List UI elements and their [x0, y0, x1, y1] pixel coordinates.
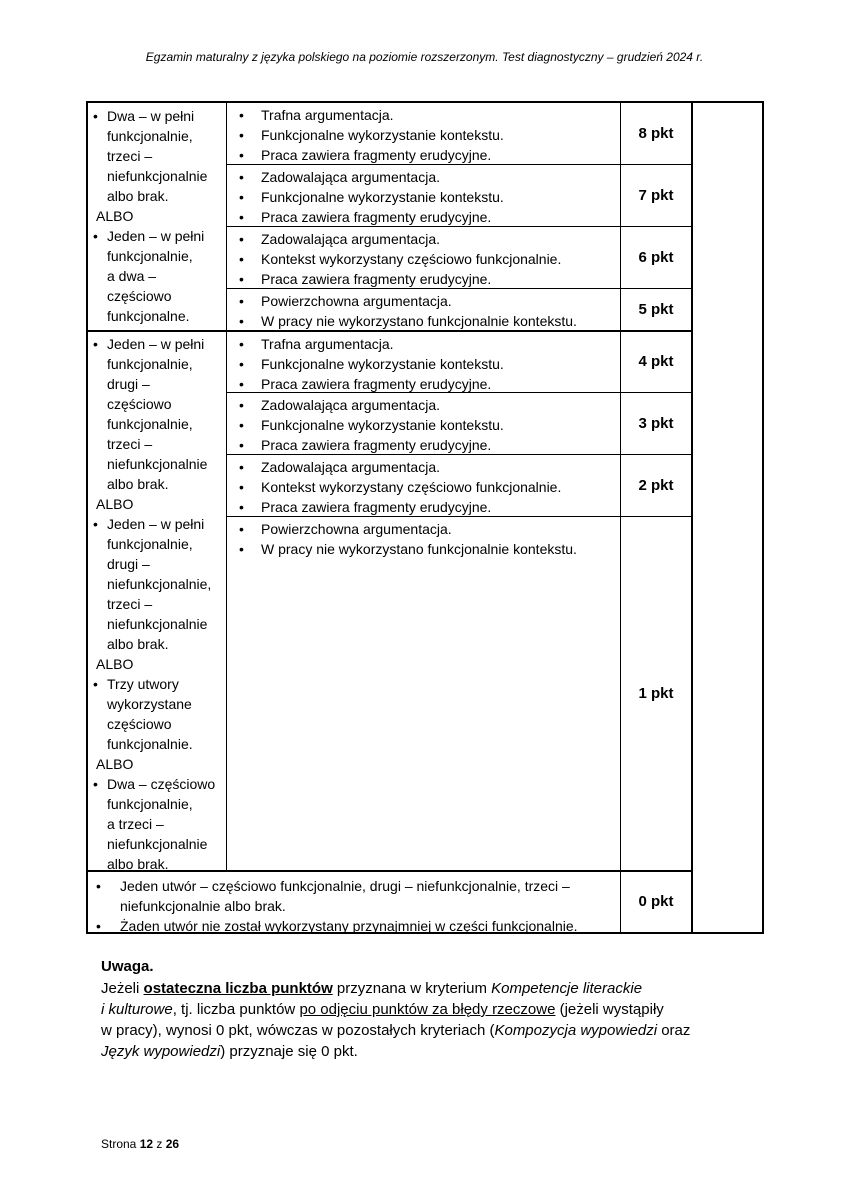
- page-footer: [101, 1137, 179, 1151]
- points-0: 0 pkt: [638, 893, 674, 910]
- criterion-item: • Funkcjonalne wykorzystanie kontekstu.: [227, 187, 619, 207]
- note-fragment: (jeżeli wystąpiły: [555, 1001, 664, 1018]
- condition-line: funkcjonalnie,: [107, 416, 193, 432]
- criterion-item: • Powierzchowna argumentacja.: [227, 519, 619, 539]
- zero-criterion-line: niefunkcjonalnie albo brak.: [120, 898, 286, 914]
- condition-item: [88, 674, 224, 754]
- zero-criterion-item: [88, 916, 618, 936]
- condition-line: niefunkcjonalnie: [107, 616, 208, 632]
- points-value: 5 pkt: [638, 301, 674, 318]
- condition-line: funkcjonalnie,: [107, 536, 193, 552]
- condition-line: a dwa –: [107, 268, 157, 284]
- note-italic: Kompozycja wypowiedzi: [494, 1022, 658, 1039]
- page-header: Egzamin maturalny z języka polskiego na poziomie rozszerzonym. Test diagnostyczny – grudzień 2024 r.: [145, 50, 704, 64]
- note-italic: Kompetencje literackie: [491, 980, 643, 997]
- condition-item: [88, 774, 224, 874]
- albo-separator: ALBO: [96, 756, 134, 772]
- condition-line: • Trzy utwory: [107, 676, 179, 692]
- condition-line: wykorzystane: [107, 696, 192, 712]
- note-fragment: , tj. liczba punktów: [172, 1001, 300, 1018]
- condition-line: niefunkcjonalnie,: [107, 576, 212, 592]
- condition-line: niefunkcjonalnie: [107, 456, 208, 472]
- note-title: Uwaga.: [101, 958, 154, 975]
- condition-line: • Dwa – w pełni: [107, 108, 195, 124]
- criteria-block: [227, 334, 619, 394]
- criterion-item: • Praca zawiera fragmenty erudycyjne.: [227, 435, 619, 455]
- footer-mid: z: [153, 1137, 166, 1151]
- condition-line: funkcjonalne.: [107, 308, 190, 324]
- page-total: 26: [165, 1137, 180, 1151]
- condition-line: • Jeden – w pełni: [107, 228, 205, 244]
- criterion-item: • Praca zawiera fragmenty erudycyjne.: [227, 145, 619, 165]
- albo-separator: ALBO: [96, 656, 134, 672]
- albo-separator: ALBO: [96, 208, 134, 224]
- condition-item: [88, 514, 224, 654]
- zero-criteria: [88, 876, 618, 936]
- points-value: 2 pkt: [638, 477, 674, 494]
- condition-line: • Jeden – w pełni: [107, 336, 205, 352]
- criteria-block: [227, 291, 619, 331]
- note-fragment: oraz: [657, 1022, 691, 1039]
- note-fragment: Jeżeli: [101, 980, 144, 997]
- condition-line: drugi –: [107, 556, 150, 572]
- condition-line: częściowo: [107, 288, 172, 304]
- points-value: 4 pkt: [638, 353, 674, 370]
- condition-line: niefunkcjonalnie: [107, 168, 208, 184]
- condition-line: albo brak.: [107, 856, 169, 872]
- criterion-item: • Zadowalająca argumentacja.: [227, 457, 619, 477]
- criterion-item: • Trafna argumentacja.: [227, 105, 619, 125]
- note: [101, 956, 741, 1062]
- criteria-block: [227, 105, 619, 165]
- criterion-item: • W pracy nie wykorzystano funkcjonalnie kontekstu.: [227, 311, 619, 331]
- condition-item: [88, 226, 224, 326]
- criterion-item: • Praca zawiera fragmenty erudycyjne.: [227, 374, 619, 394]
- criteria-block: [227, 395, 619, 455]
- criterion-item: • Praca zawiera fragmenty erudycyjne.: [227, 207, 619, 227]
- condition-line: albo brak.: [107, 636, 169, 652]
- criterion-item: • Funkcjonalne wykorzystanie kontekstu.: [227, 354, 619, 374]
- condition-line: funkcjonalnie,: [107, 248, 193, 264]
- condition-line: trzeci –: [107, 596, 153, 612]
- points-value: 3 pkt: [638, 415, 674, 432]
- condition-line: trzeci –: [107, 436, 153, 452]
- condition-line: funkcjonalnie,: [107, 356, 193, 372]
- col-divider-3: [691, 103, 693, 932]
- criterion-item: • Kontekst wykorzystany częściowo funkcjonalnie.: [227, 477, 619, 497]
- criterion-item: • Zadowalająca argumentacja.: [227, 167, 619, 187]
- page-number: 12: [139, 1137, 154, 1151]
- note-italic: Język wypowiedzi: [101, 1043, 221, 1060]
- note-fragment: przyznana w kryterium: [332, 980, 492, 997]
- albo-separator: ALBO: [96, 496, 134, 512]
- condition-line: częściowo: [107, 396, 172, 412]
- footer-prefix: Strona: [101, 1137, 140, 1151]
- condition-line: funkcjonalnie.: [107, 736, 193, 752]
- points-value: 1 pkt: [638, 685, 674, 702]
- criterion-item: • Kontekst wykorzystany częściowo funkcjonalnie.: [227, 249, 619, 269]
- criterion-item: • Trafna argumentacja.: [227, 334, 619, 354]
- criterion-item: • Praca zawiera fragmenty erudycyjne.: [227, 497, 619, 517]
- condition-line: funkcjonalnie,: [107, 128, 193, 144]
- condition-line: funkcjonalnie,: [107, 796, 193, 812]
- condition-line: trzeci –: [107, 148, 153, 164]
- points-value: 7 pkt: [638, 187, 674, 204]
- note-fragment: w pracy), wynosi 0 pkt, wówczas w pozostałych kryteriach (: [101, 1022, 495, 1039]
- condition-item: [88, 106, 224, 206]
- condition-item: [88, 334, 224, 494]
- criterion-item: • Praca zawiera fragmenty erudycyjne.: [227, 269, 619, 289]
- condition-line: albo brak.: [107, 476, 169, 492]
- zero-criterion-line: • Jeden utwór – częściowo funkcjonalnie, drugi – niefunkcjonalnie, trzeci –: [120, 878, 570, 894]
- condition-line: • Dwa – częściowo: [107, 776, 216, 792]
- criteria-block: [227, 229, 619, 289]
- note-underline: po odjęciu punktów za błędy rzeczowe: [299, 1001, 556, 1018]
- criterion-item: • Powierzchowna argumentacja.: [227, 291, 619, 311]
- criterion-item: • Funkcjonalne wykorzystanie kontekstu.: [227, 415, 619, 435]
- criterion-item: • Funkcjonalne wykorzystanie kontekstu.: [227, 125, 619, 145]
- zero-criterion-item: [88, 876, 618, 916]
- points-value: 6 pkt: [638, 249, 674, 266]
- criterion-item: • Zadowalająca argumentacja.: [227, 229, 619, 249]
- criteria-block: [227, 457, 619, 517]
- condition-line: niefunkcjonalnie: [107, 836, 208, 852]
- group2-text: [88, 334, 224, 874]
- criteria-block: [227, 167, 619, 227]
- condition-line: drugi –: [107, 376, 150, 392]
- condition-line: albo brak.: [107, 188, 169, 204]
- criterion-item: • W pracy nie wykorzystano funkcjonalnie kontekstu.: [227, 539, 619, 559]
- col-divider-2: [620, 103, 621, 932]
- condition-line: a trzeci –: [107, 816, 164, 832]
- condition-line: częściowo: [107, 716, 172, 732]
- criterion-item: • Zadowalająca argumentacja.: [227, 395, 619, 415]
- note-fragment: ) przyznaje się 0 pkt.: [220, 1043, 358, 1060]
- group1-text: [88, 106, 224, 326]
- note-italic: i kulturowe: [101, 1001, 173, 1018]
- note-text: [101, 978, 741, 1062]
- scoring-table: [86, 101, 764, 934]
- criteria-block: [227, 519, 619, 559]
- zero-criterion-line: • Żaden utwór nie został wykorzystany przynajmniej w części funkcjonalnie.: [120, 918, 578, 934]
- points-value: 8 pkt: [638, 125, 674, 142]
- condition-line: • Jeden – w pełni: [107, 516, 205, 532]
- note-emphasis: ostateczna liczba punktów: [143, 980, 333, 997]
